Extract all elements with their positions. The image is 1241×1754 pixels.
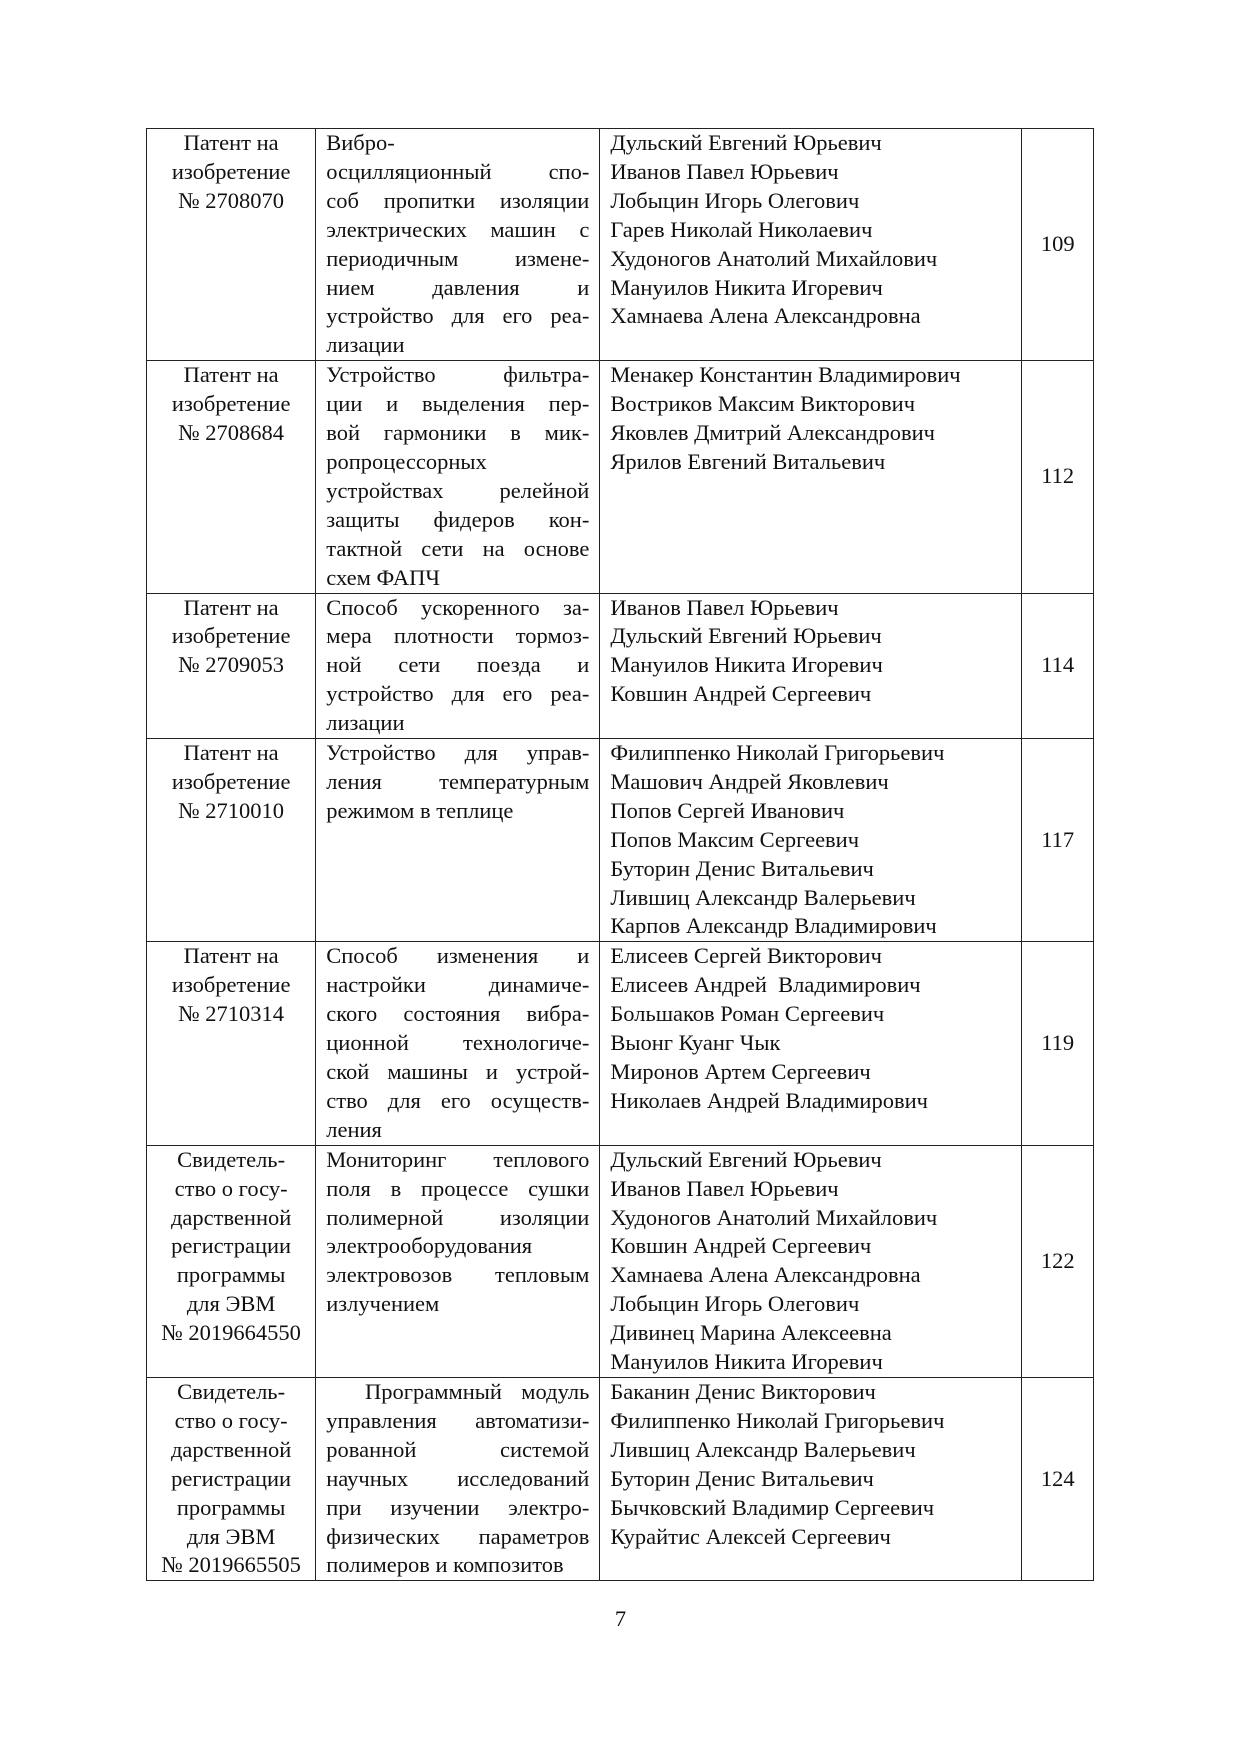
invention-title-line: соб пропитки изоляции xyxy=(326,187,590,213)
document-type-line: для ЭВМ xyxy=(186,1523,276,1549)
document-type-line: № 2708684 xyxy=(178,420,285,446)
author-name: Елисеев Сергей Викторович xyxy=(610,943,882,969)
invention-title-line: ропроцессорных xyxy=(326,448,487,474)
author-name: Николаев Андрей Владимирович xyxy=(610,1087,928,1113)
author-name: Востриков Максим Викторович xyxy=(610,391,916,417)
document-type-line: регистрации xyxy=(171,1233,292,1259)
invention-title-line: лизации xyxy=(326,710,405,736)
author-name: Яковлев Дмитрий Александрович xyxy=(610,420,935,446)
invention-title-line: ского состояния вибра- xyxy=(326,1001,590,1027)
document-type-cell xyxy=(147,1145,316,1377)
author-name: Менакер Константин Владимирович xyxy=(610,362,961,388)
invention-title-line: нием давления и xyxy=(326,274,590,300)
author-name: Дульский Евгений Юрьевич xyxy=(610,1146,882,1172)
document-type-line: дарственной xyxy=(170,1436,292,1462)
author-name: Буторин Денис Витальевич xyxy=(610,855,874,881)
author-name: Мануилов Никита Игоревич xyxy=(610,652,883,678)
invention-title-line: при изучении электро- xyxy=(326,1494,590,1520)
invention-title-cell xyxy=(316,361,600,593)
authors-cell xyxy=(600,361,1022,593)
author-name: Дивинец Марина Алексеевна xyxy=(610,1320,892,1346)
table-row xyxy=(147,942,1094,1145)
page-reference-cell: 122 xyxy=(1022,1145,1094,1377)
invention-title-line: Мониторинг теплового xyxy=(326,1146,590,1172)
invention-title-line: рованной системой xyxy=(326,1436,590,1462)
invention-title-line: защиты фидеров кон- xyxy=(326,506,590,532)
table-row xyxy=(147,129,1094,361)
invention-title-cell xyxy=(316,1145,600,1377)
author-name: Ковшин Андрей Сергеевич xyxy=(610,1233,872,1259)
invention-title-line: Способ изменения и xyxy=(326,943,590,969)
invention-title-line: физических параметров xyxy=(326,1523,590,1549)
invention-title-line: режимом в теплице xyxy=(326,797,514,823)
table-row xyxy=(147,1377,1094,1580)
document-type-line: для ЭВМ xyxy=(186,1291,276,1317)
document-type-cell xyxy=(147,129,316,361)
author-name: Дульский Евгений Юрьевич xyxy=(610,130,882,155)
table-body xyxy=(147,129,1094,1581)
authors-cell xyxy=(600,739,1022,942)
document-type-line: № 2710314 xyxy=(178,1001,285,1027)
invention-title-line: вой гармоники в мик- xyxy=(326,420,590,446)
author-name: Ярилов Евгений Витальевич xyxy=(610,448,886,474)
authors-cell xyxy=(600,593,1022,739)
invention-title-line: научных исследований xyxy=(326,1465,590,1491)
invention-title-line: устройство для его реа- xyxy=(326,303,590,329)
document-type-line: Свидетель- xyxy=(177,1146,286,1172)
author-name: Карпов Александр Владимирович xyxy=(610,913,937,939)
invention-title-line: полимерной изоляции xyxy=(326,1204,590,1230)
invention-title-line: осцилляционный спо- xyxy=(326,158,590,184)
invention-title-line: устройствах релейной xyxy=(326,477,590,503)
author-name: Филиппенко Николай Григорьевич xyxy=(610,740,945,766)
page-reference-cell: 117 xyxy=(1022,739,1094,942)
author-name: Машович Андрей Яковлевич xyxy=(610,768,889,794)
author-name: Хамнаева Алена Александровна xyxy=(610,1262,921,1288)
document-type-line: Патент на xyxy=(183,362,279,388)
document-type-line: программы xyxy=(176,1494,286,1520)
document-type-line: изобретение xyxy=(171,391,291,417)
document-type-line: ство о госу- xyxy=(174,1175,288,1201)
document-type-line: № 2019664550 xyxy=(161,1320,301,1346)
authors-cell xyxy=(600,942,1022,1145)
author-name: Буторин Денис Витальевич xyxy=(610,1465,874,1491)
invention-title-line: поля в процессе сушки xyxy=(326,1175,590,1201)
invention-title-line: ления температурным xyxy=(326,768,590,794)
document-type-line: дарственной xyxy=(170,1204,292,1230)
invention-title-line: полимеров и композитов xyxy=(326,1552,564,1578)
invention-title-line: излучением xyxy=(326,1291,440,1317)
author-name: Попов Сергей Иванович xyxy=(610,797,845,823)
table-row xyxy=(147,593,1094,739)
page-reference-cell: 124 xyxy=(1022,1377,1094,1580)
author-name: Гарев Николай Николаевич xyxy=(610,216,873,242)
author-name: Мануилов Никита Игоревич xyxy=(610,1349,883,1375)
invention-title-line: ционной технологиче- xyxy=(326,1030,590,1056)
author-name: Худоногов Анатолий Михайлович xyxy=(610,1204,938,1230)
invention-title-line: лизации xyxy=(326,332,405,358)
invention-title-line: устройство для его реа- xyxy=(326,681,590,707)
page-number: 7 xyxy=(614,1606,627,1631)
invention-title-line: ления xyxy=(326,1116,382,1142)
author-name: Попов Максим Сергеевич xyxy=(610,826,860,852)
invention-title-line: Вибро- xyxy=(326,130,395,155)
author-name: Хамнаева Алена Александровна xyxy=(610,303,921,329)
author-name: Худоногов Анатолий Михайлович xyxy=(610,245,938,271)
registrations-table xyxy=(146,128,1094,1581)
document-type-line: изобретение xyxy=(171,972,291,998)
invention-title-cell xyxy=(316,942,600,1145)
document-type-line: Патент на xyxy=(183,594,279,620)
page-reference-cell: 109 xyxy=(1022,129,1094,361)
authors-cell xyxy=(600,1377,1022,1580)
invention-title-line: ской машины и устрой- xyxy=(326,1059,590,1084)
document-type-line: № 2019665505 xyxy=(161,1552,301,1578)
authors-cell xyxy=(600,129,1022,361)
document-type-line: Патент на xyxy=(183,740,279,766)
document-type-line: изобретение xyxy=(171,768,291,794)
invention-title-line: ной сети поезда и xyxy=(326,652,590,678)
author-name: Лобыцин Игорь Олегович xyxy=(610,187,860,213)
document-type-cell xyxy=(147,361,316,593)
document-type-line: Патент на xyxy=(183,943,279,969)
invention-title-line: электровозов тепловым xyxy=(326,1262,590,1288)
author-name: Дульский Евгений Юрьевич xyxy=(610,623,882,649)
page-reference-cell: 112 xyxy=(1022,361,1094,593)
document-type-line: регистрации xyxy=(171,1465,292,1491)
author-name: Ковшин Андрей Сергеевич xyxy=(610,681,872,707)
invention-title-line: мера плотности тормоз- xyxy=(326,623,590,649)
document-type-line: ство о госу- xyxy=(174,1407,288,1433)
authors-cell xyxy=(600,1145,1022,1377)
invention-title-line: Программный модуль xyxy=(326,1378,590,1404)
document-type-line: программы xyxy=(176,1262,286,1288)
document-type-cell xyxy=(147,1377,316,1580)
author-name: Курайтис Алексей Сергеевич xyxy=(610,1523,891,1549)
author-name: Лившиц Александр Валерьевич xyxy=(610,1436,916,1462)
document-type-line: Патент на xyxy=(183,130,279,155)
invention-title-line: электрических машин с xyxy=(326,216,590,242)
invention-title-line: тактной сети на основе xyxy=(326,535,590,561)
author-name: Елисеев Андрей Владимирович xyxy=(610,972,921,998)
author-name: Филиппенко Николай Григорьевич xyxy=(610,1407,945,1433)
invention-title-line: Устройство фильтра- xyxy=(326,362,590,388)
author-name: Бычковский Владимир Сергеевич xyxy=(610,1494,935,1520)
invention-title-cell xyxy=(316,129,600,361)
document-type-line: № 2709053 xyxy=(178,652,285,678)
invention-title-line: настройки динамиче- xyxy=(326,972,590,998)
page-reference-cell: 114 xyxy=(1022,593,1094,739)
invention-title-line: ство для его осуществ- xyxy=(326,1087,590,1113)
author-name: Иванов Павел Юрьевич xyxy=(610,158,839,184)
document-type-cell xyxy=(147,593,316,739)
invention-title-line: электрооборудования xyxy=(326,1233,533,1259)
table-row xyxy=(147,1145,1094,1377)
invention-title-line: периодичным измене- xyxy=(326,245,590,271)
author-name: Большаков Роман Сергеевич xyxy=(610,1001,885,1027)
author-name: Иванов Павел Юрьевич xyxy=(610,594,839,620)
document-type-line: изобретение xyxy=(171,623,291,649)
author-name: Мануилов Никита Игоревич xyxy=(610,274,883,300)
author-name: Баканин Денис Викторович xyxy=(610,1378,876,1404)
invention-title-line: Способ ускоренного за- xyxy=(326,594,590,620)
author-name: Лобыцин Игорь Олегович xyxy=(610,1291,860,1317)
table-row xyxy=(147,361,1094,593)
document-type-cell xyxy=(147,739,316,942)
table-row xyxy=(147,739,1094,942)
invention-title-cell xyxy=(316,739,600,942)
page-reference-cell: 119 xyxy=(1022,942,1094,1145)
invention-title-line: схем ФАПЧ xyxy=(326,564,440,590)
author-name: Выонг Куанг Чык xyxy=(610,1030,781,1056)
invention-title-line: ции и выделения пер- xyxy=(326,391,590,417)
document-type-line: Свидетель- xyxy=(177,1378,286,1404)
document-type-cell xyxy=(147,942,316,1145)
invention-title-line: Устройство для управ- xyxy=(326,740,590,766)
document-type-line: изобретение xyxy=(171,158,291,184)
invention-title-line: управления автоматизи- xyxy=(326,1407,590,1433)
invention-title-cell xyxy=(316,593,600,739)
document-type-line: № 2710010 xyxy=(178,797,285,823)
author-name: Миронов Артем Сергеевич xyxy=(610,1059,871,1084)
invention-title-cell xyxy=(316,1377,600,1580)
author-name: Лившиц Александр Валерьевич xyxy=(610,884,916,910)
document-type-line: № 2708070 xyxy=(178,187,285,213)
author-name: Иванов Павел Юрьевич xyxy=(610,1175,839,1201)
